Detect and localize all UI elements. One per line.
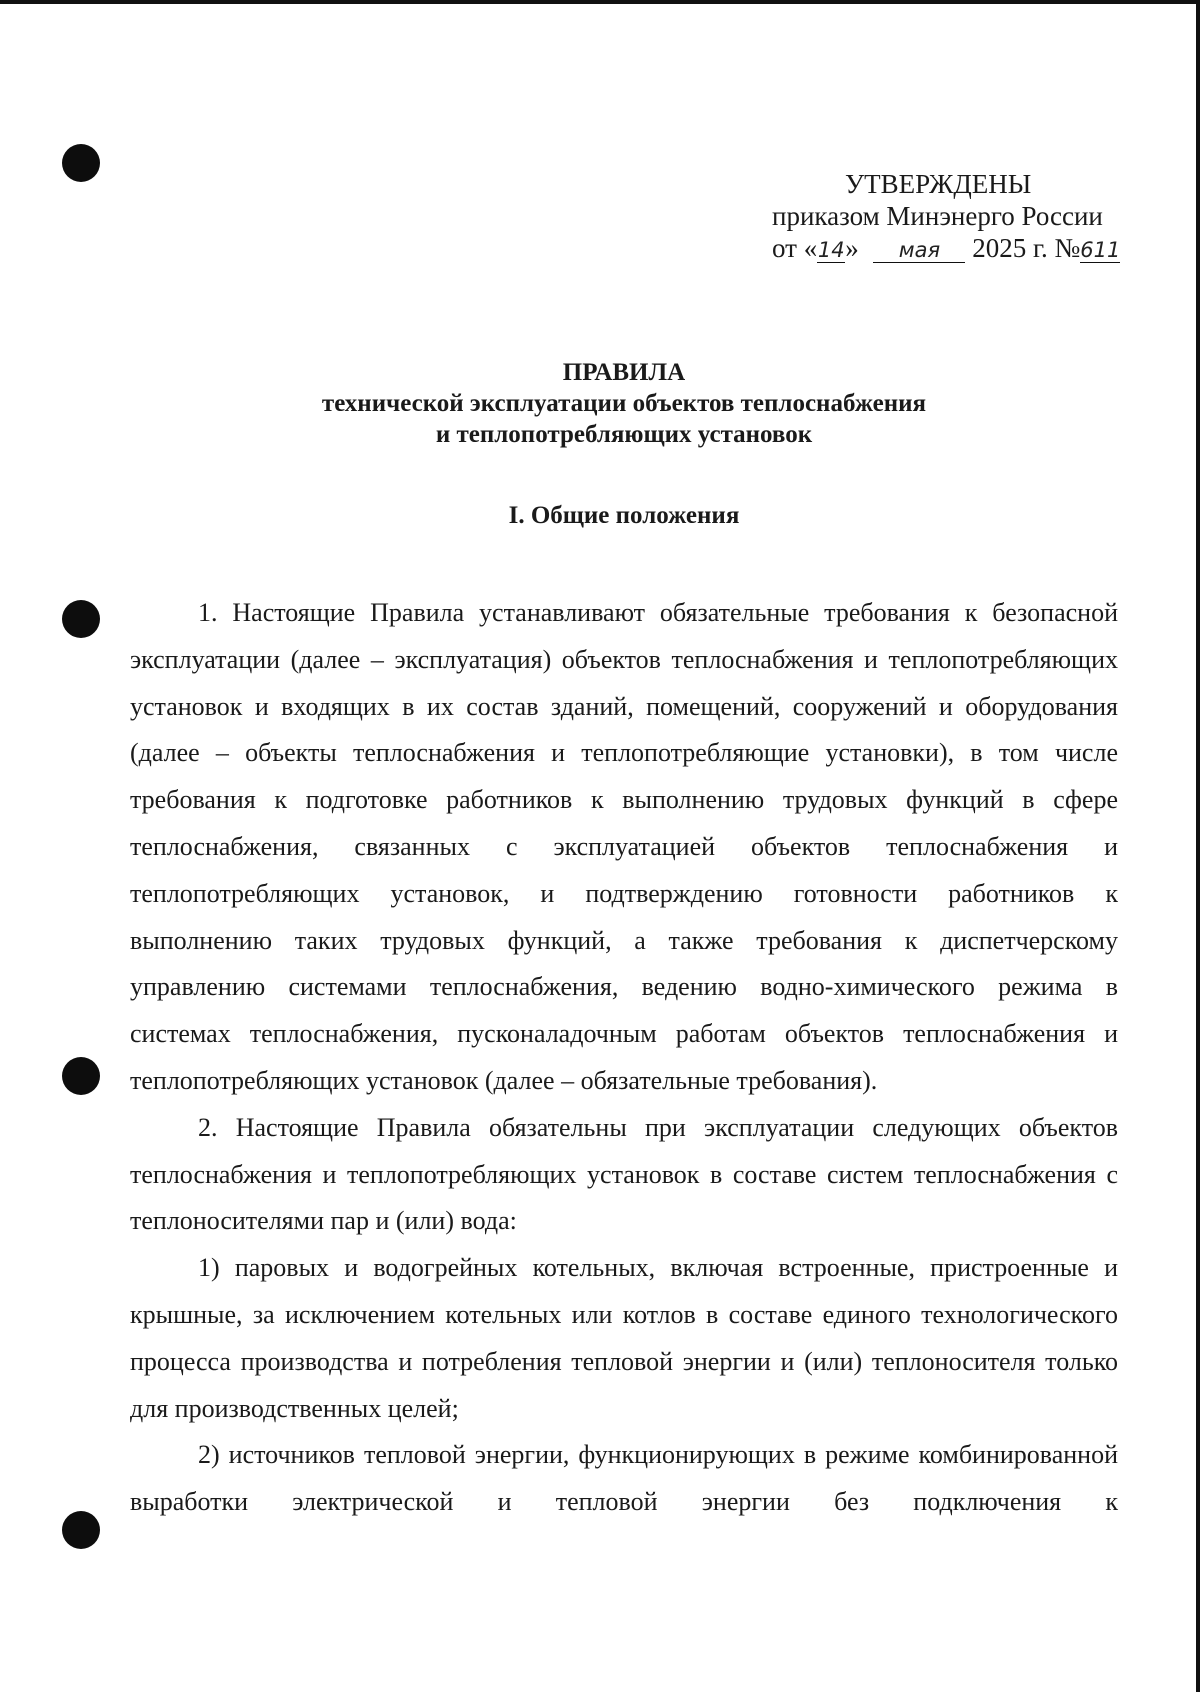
- punch-hole: [62, 1057, 100, 1095]
- order-issuer: приказом Минэнерго России: [772, 201, 1103, 231]
- punch-hole: [62, 1511, 100, 1549]
- paragraph: 2) источников тепловой энергии, функционирующих в режиме комбинированной выработки электрической и тепловой энергии без подключения к: [130, 1440, 1118, 1517]
- document-title: [130, 357, 1118, 450]
- paragraph: 2. Настоящие Правила обязательны при эксплуатации следующих объектов теплоснабжения и теплопотребляющих установок в составе систем теплоснабжения с теплоносителями пар и (или) вода:: [130, 1112, 1118, 1236]
- title-main: ПРАВИЛА: [562, 359, 686, 386]
- order-date-line: от «14» мая 2025 г. №611: [772, 233, 1121, 263]
- paragraph: 1. Настоящие Правила устанавливают обязательные требования к безопасной эксплуатации (далее – эксплуатация) объектов теплоснабжения и теплопотребляющих установок и входящих в их состав зданий, помещений, сооружений и оборудования (далее – объекты теплоснабжения и теплопотребляющие установки), в том числе требования к подготовке работников к выполнению трудовых функций в сфере теплоснабжения, связанных с эксплуатацией объектов теплоснабжения и теплопотребляющих установок, и подтверждению готовности работников к выполнению таких трудовых функций, а также требования к диспетчерскому управлению системами теплоснабжения, ведению водно-химического режима в системах теплоснабжения, пусконаладочным работам объектов теплоснабжения и теплопотребляющих установок (далее – обязательные требования).: [130, 598, 1118, 1095]
- document-body: [130, 590, 1118, 1526]
- approved-label: УТВЕРЖДЕНЫ: [845, 169, 1032, 199]
- punch-hole: [62, 144, 100, 182]
- punch-hole: [62, 600, 100, 638]
- handwritten-month: мая: [873, 238, 965, 263]
- approval-stamp-block: [772, 168, 1132, 264]
- handwritten-order-number: 611: [1080, 238, 1121, 262]
- title-line-3: и теплопотребляющих установок: [435, 421, 813, 448]
- section-heading: I. Общие положения: [508, 502, 740, 529]
- paragraph: 1) паровых и водогрейных котельных, включая встроенные, пристроенные и крышные, за исключением котельных или котлов в составе единого технологического процесса производства и потребления тепловой энергии и (или) теплоносителя только для производственных целей;: [130, 1253, 1118, 1423]
- handwritten-day: 14: [817, 238, 845, 262]
- title-line-2: технической эксплуатации объектов теплоснабжения: [321, 390, 927, 417]
